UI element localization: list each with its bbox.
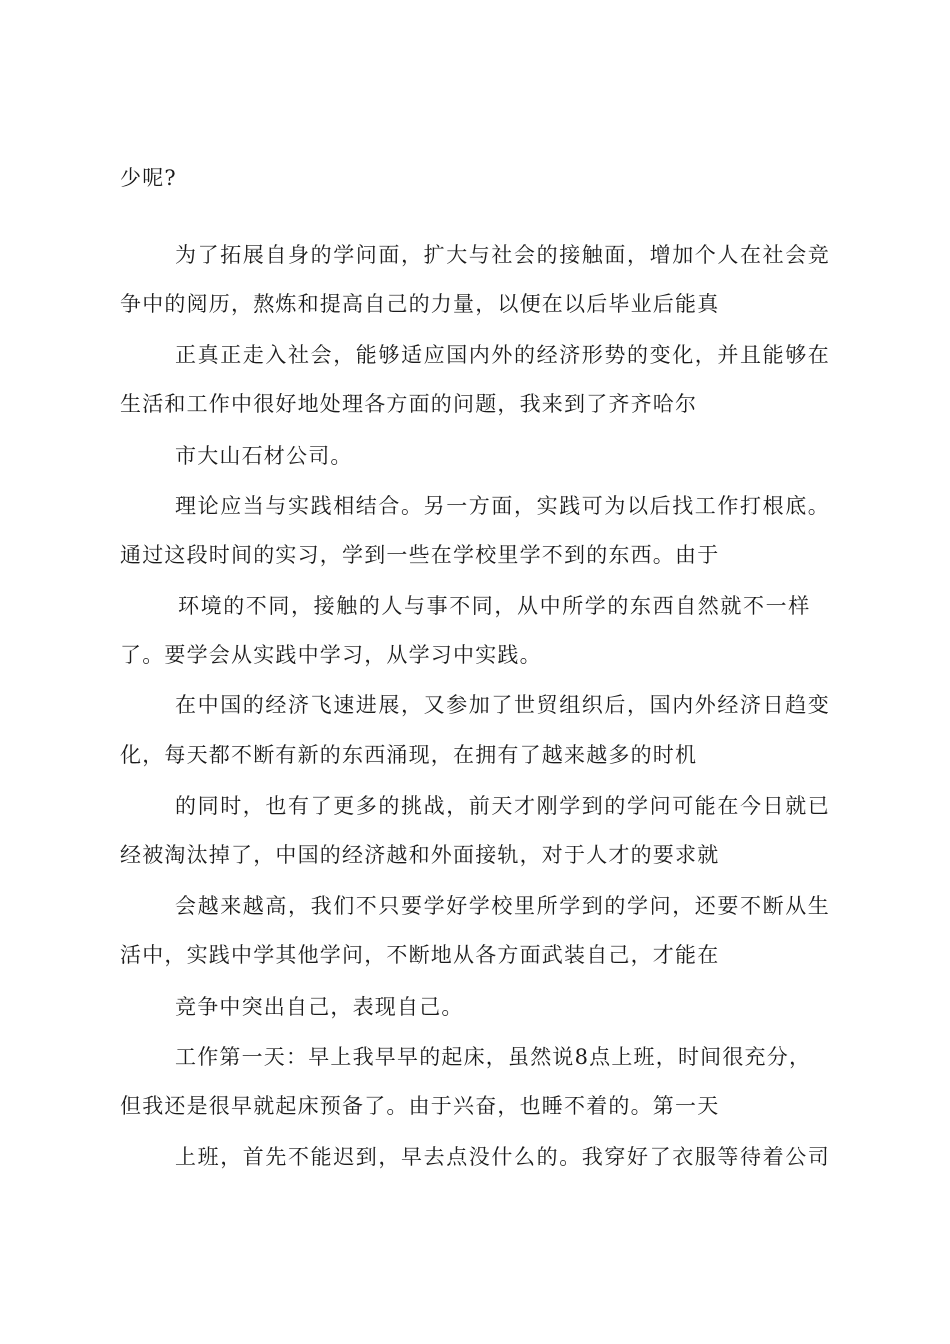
text-line: 在中国的经济飞速进展，又参加了世贸组织后，国内外经济日趋变 xyxy=(175,693,831,717)
text-line: 通过这段时间的实习，学到一些在学校里学不到的东西。由于 xyxy=(120,543,720,567)
text-line: 会越来越高，我们不只要学好学校里所学到的学问，还要不断从生 xyxy=(175,894,831,918)
text-line: 了。要学会从实践中学习，从学习中实践。 xyxy=(120,643,542,667)
text-line: 正真正走入社会，能够适应国内外的经济形势的变化，并且能够在 xyxy=(175,343,831,367)
text-line: 为了拓展自身的学问面，扩大与社会的接触面，增加个人在社会竞 xyxy=(175,243,831,267)
text-line: 市大山石材公司。 xyxy=(175,444,353,468)
text-line: 但我还是很早就起床预备了。由于兴奋，也睡不着的。第一天 xyxy=(120,1094,720,1118)
text-line: 经被淘汰掉了，中国的经济越和外面接轨，对于人才的要求就 xyxy=(120,843,720,867)
text-line: 的同时，也有了更多的挑战，前天才刚学到的学问可能在今日就已 xyxy=(175,794,831,818)
text-line: 上班，首先不能迟到，早去点没什么的。我穿好了衣服等待着公司 xyxy=(175,1145,831,1169)
text-line: 化，每天都不断有新的东西涌现，在拥有了越来越多的时机 xyxy=(120,743,698,767)
text-line: 理论应当与实践相结合。另一方面，实践可为以后找工作打根底。 xyxy=(175,494,831,518)
text-line: 竞争中突出自己，表现自己。 xyxy=(175,995,464,1019)
text-line: 少呢? xyxy=(120,166,177,190)
text-line: 环境的不同，接触的人与事不同，从中所学的东西自然就不一样 xyxy=(178,594,811,618)
text-line: 工作第一天：早上我早早的起床，虽然说8点上班，时间很充分， xyxy=(175,1045,812,1069)
text-line: 争中的阅历，熬炼和提高自己的力量，以便在以后毕业后能真 xyxy=(120,292,720,316)
text-line: 生活和工作中很好地处理各方面的问题，我来到了齐齐哈尔 xyxy=(120,392,698,416)
text-line: 活中，实践中学其他学问，不断地从各方面武装自己，才能在 xyxy=(120,943,720,967)
